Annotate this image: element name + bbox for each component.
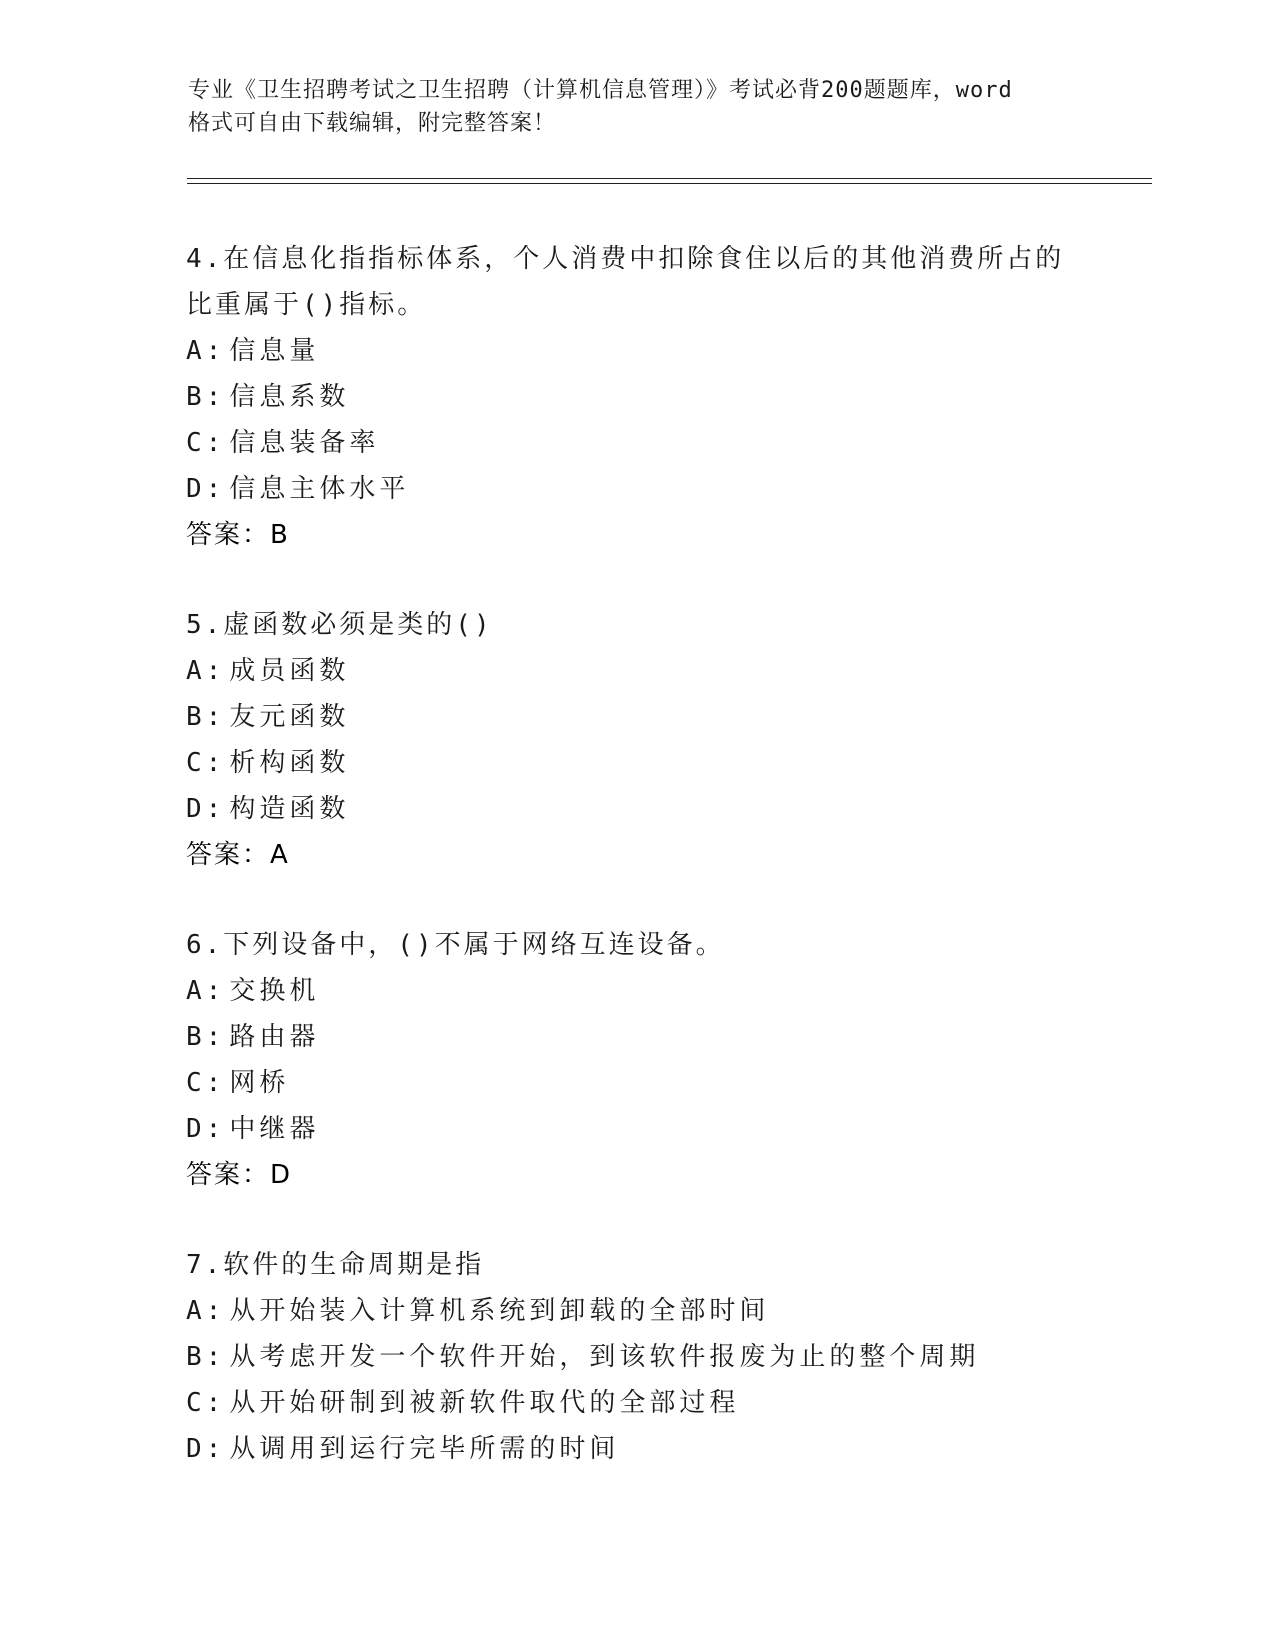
option-text: 构造函数 — [229, 794, 350, 824]
option-text: 路由器 — [229, 1022, 320, 1052]
option-a — [186, 968, 1126, 1014]
question-stem-line-1: 7.软件的生命周期是指 — [186, 1250, 485, 1280]
option-text: 交换机 — [229, 976, 320, 1006]
option-text: 从调用到运行完毕所需的时间 — [229, 1434, 620, 1464]
option-b — [186, 374, 1126, 420]
option-b — [186, 1334, 1126, 1380]
header-divider-top — [187, 178, 1152, 179]
option-text: 友元函数 — [229, 702, 350, 732]
option-text: 从开始研制到被新软件取代的全部过程 — [229, 1388, 740, 1418]
option-letter: A: — [186, 656, 226, 686]
option-text: 信息量 — [229, 336, 320, 366]
option-text: 析构函数 — [229, 748, 350, 778]
question-6 — [186, 922, 1126, 1198]
option-letter: C: — [186, 1068, 226, 1098]
question-stem — [186, 922, 1126, 968]
question-stem-line-2: 比重属于()指标。 — [186, 290, 427, 320]
option-d — [186, 786, 1126, 832]
option-c — [186, 420, 1126, 466]
document-header — [188, 74, 1088, 140]
option-c — [186, 1380, 1126, 1426]
question-7 — [186, 1242, 1126, 1472]
option-letter: D: — [186, 474, 226, 504]
answer-line: 答案：D — [186, 1160, 293, 1190]
option-letter: C: — [186, 1388, 226, 1418]
option-text: 信息装备率 — [229, 428, 380, 458]
option-text: 从考虑开发一个软件开始，到该软件报废为止的整个周期 — [229, 1342, 980, 1372]
option-letter: D: — [186, 794, 226, 824]
option-letter: C: — [186, 748, 226, 778]
option-letter: B: — [186, 702, 226, 732]
option-d — [186, 1106, 1126, 1152]
option-d — [186, 466, 1126, 512]
header-divider-bottom — [187, 183, 1152, 184]
question-stem-line-1: 6.下列设备中，()不属于网络互连设备。 — [186, 930, 725, 960]
option-text: 成员函数 — [229, 656, 350, 686]
question-stem — [186, 1242, 1126, 1288]
answer-line: 答案：B — [186, 520, 290, 550]
option-letter: B: — [186, 1022, 226, 1052]
question-list — [186, 236, 1126, 1516]
option-text: 从开始装入计算机系统到卸载的全部时间 — [229, 1296, 770, 1326]
question-stem-line-1: 4.在信息化指指标体系，个人消费中扣除食住以后的其他消费所占的 — [186, 244, 1065, 274]
question-4 — [186, 236, 1126, 558]
option-letter: D: — [186, 1434, 226, 1464]
header-line-1: 专业《卫生招聘考试之卫生招聘（计算机信息管理）》考试必背200题题库，word — [188, 78, 1013, 103]
option-a — [186, 648, 1126, 694]
question-stem — [186, 236, 1126, 328]
option-c — [186, 1060, 1126, 1106]
option-text: 信息主体水平 — [229, 474, 410, 504]
question-5 — [186, 602, 1126, 878]
option-letter: A: — [186, 336, 226, 366]
option-text: 网桥 — [229, 1068, 290, 1098]
option-d — [186, 1426, 1126, 1472]
option-a — [186, 328, 1126, 374]
option-letter: B: — [186, 1342, 226, 1372]
answer-line: 答案：A — [186, 840, 290, 870]
question-stem-line-1: 5.虚函数必须是类的() — [186, 610, 493, 640]
header-line-2: 格式可自由下载编辑，附完整答案！ — [188, 111, 557, 136]
question-stem — [186, 602, 1126, 648]
option-text: 信息系数 — [229, 382, 350, 412]
option-letter: D: — [186, 1114, 226, 1144]
option-letter: A: — [186, 1296, 226, 1326]
option-letter: C: — [186, 428, 226, 458]
option-letter: A: — [186, 976, 226, 1006]
option-c — [186, 740, 1126, 786]
option-b — [186, 1014, 1126, 1060]
option-b — [186, 694, 1126, 740]
option-letter: B: — [186, 382, 226, 412]
option-a — [186, 1288, 1126, 1334]
option-text: 中继器 — [229, 1114, 320, 1144]
